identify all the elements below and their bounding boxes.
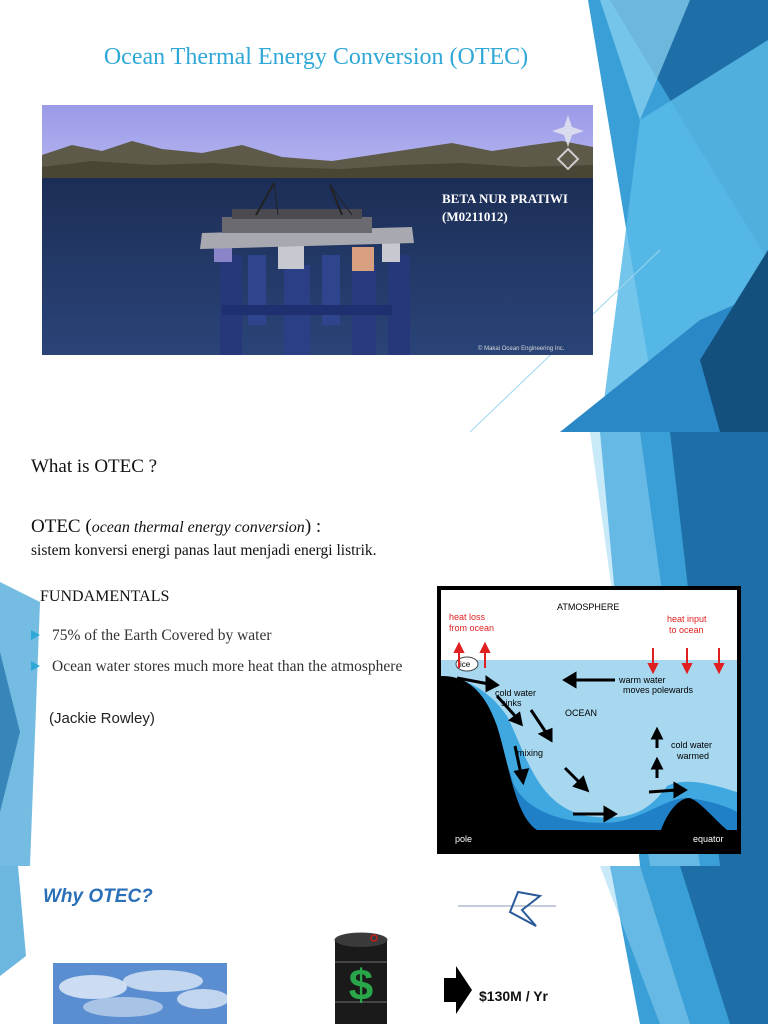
arrow-right-icon	[444, 966, 472, 1014]
label-cold-water-warmed: cold water	[671, 740, 713, 750]
otec-definition-heading: OTEC (ocean thermal energy conversion) :	[31, 516, 322, 537]
label-warmed: warmed	[677, 751, 710, 761]
oil-barrel-dollar-icon	[332, 932, 390, 1024]
otec-platform-image	[42, 105, 593, 355]
title-slide	[0, 0, 768, 432]
company-logo-icon	[458, 890, 556, 928]
sky-ocean-photo	[53, 963, 227, 1024]
label-moves-polewards: moves polewards	[623, 685, 694, 695]
why-otec-slide	[0, 866, 768, 1024]
label-ocean: OCEAN	[565, 708, 598, 718]
label-sinks: sinks	[501, 698, 522, 708]
author-id: (M0211012)	[442, 209, 508, 224]
slide-title: Why OTEC?	[43, 886, 153, 907]
author-name: BETA NUR PRATIWI	[442, 191, 568, 206]
fundamentals-heading: FUNDAMENTALS	[40, 588, 170, 605]
label-ice: ice	[460, 660, 471, 669]
label-equator: equator	[693, 834, 724, 844]
what-is-otec-slide	[0, 432, 768, 866]
label-heat-input: heat input	[667, 614, 707, 624]
label-warm-water: warm water	[619, 675, 666, 685]
label-cold-water-sinks: cold water	[495, 688, 537, 698]
label-atmosphere: ATMOSPHERE	[557, 602, 620, 612]
ocean-circulation-diagram	[437, 586, 741, 854]
image-copyright: © Makai Ocean Engineering Inc.	[478, 346, 565, 352]
list-item: 75% of the Earth Covered by water	[31, 624, 431, 648]
definition-term: OTEC	[31, 516, 81, 537]
label-mixing: mixing	[517, 748, 544, 758]
source-credit: (Jackie Rowley)	[49, 710, 155, 727]
svg-text:$: $	[348, 961, 374, 1010]
label-to-ocean: to ocean	[669, 625, 704, 635]
definition-expansion: ocean thermal energy conversion	[91, 519, 305, 536]
triangle-bullet-icon	[31, 630, 40, 640]
label-pole: pole	[455, 834, 473, 844]
triangle-bullet-icon	[31, 661, 40, 671]
annual-cost: $130M / Yr	[479, 988, 549, 1004]
label-heat-loss: heat loss	[449, 612, 486, 622]
author-block	[442, 190, 568, 226]
list-item: Ocean water stores much more heat than the atmosphere	[31, 655, 431, 679]
label-from-ocean: from ocean	[449, 623, 495, 633]
fundamentals-list	[31, 624, 431, 686]
otec-definition-text: sistem konversi energi panas laut menjadi energi listrik.	[31, 542, 377, 559]
slide-title: Ocean Thermal Energy Conversion (OTEC)	[103, 44, 529, 70]
section-question: What is OTEC ?	[31, 456, 158, 477]
